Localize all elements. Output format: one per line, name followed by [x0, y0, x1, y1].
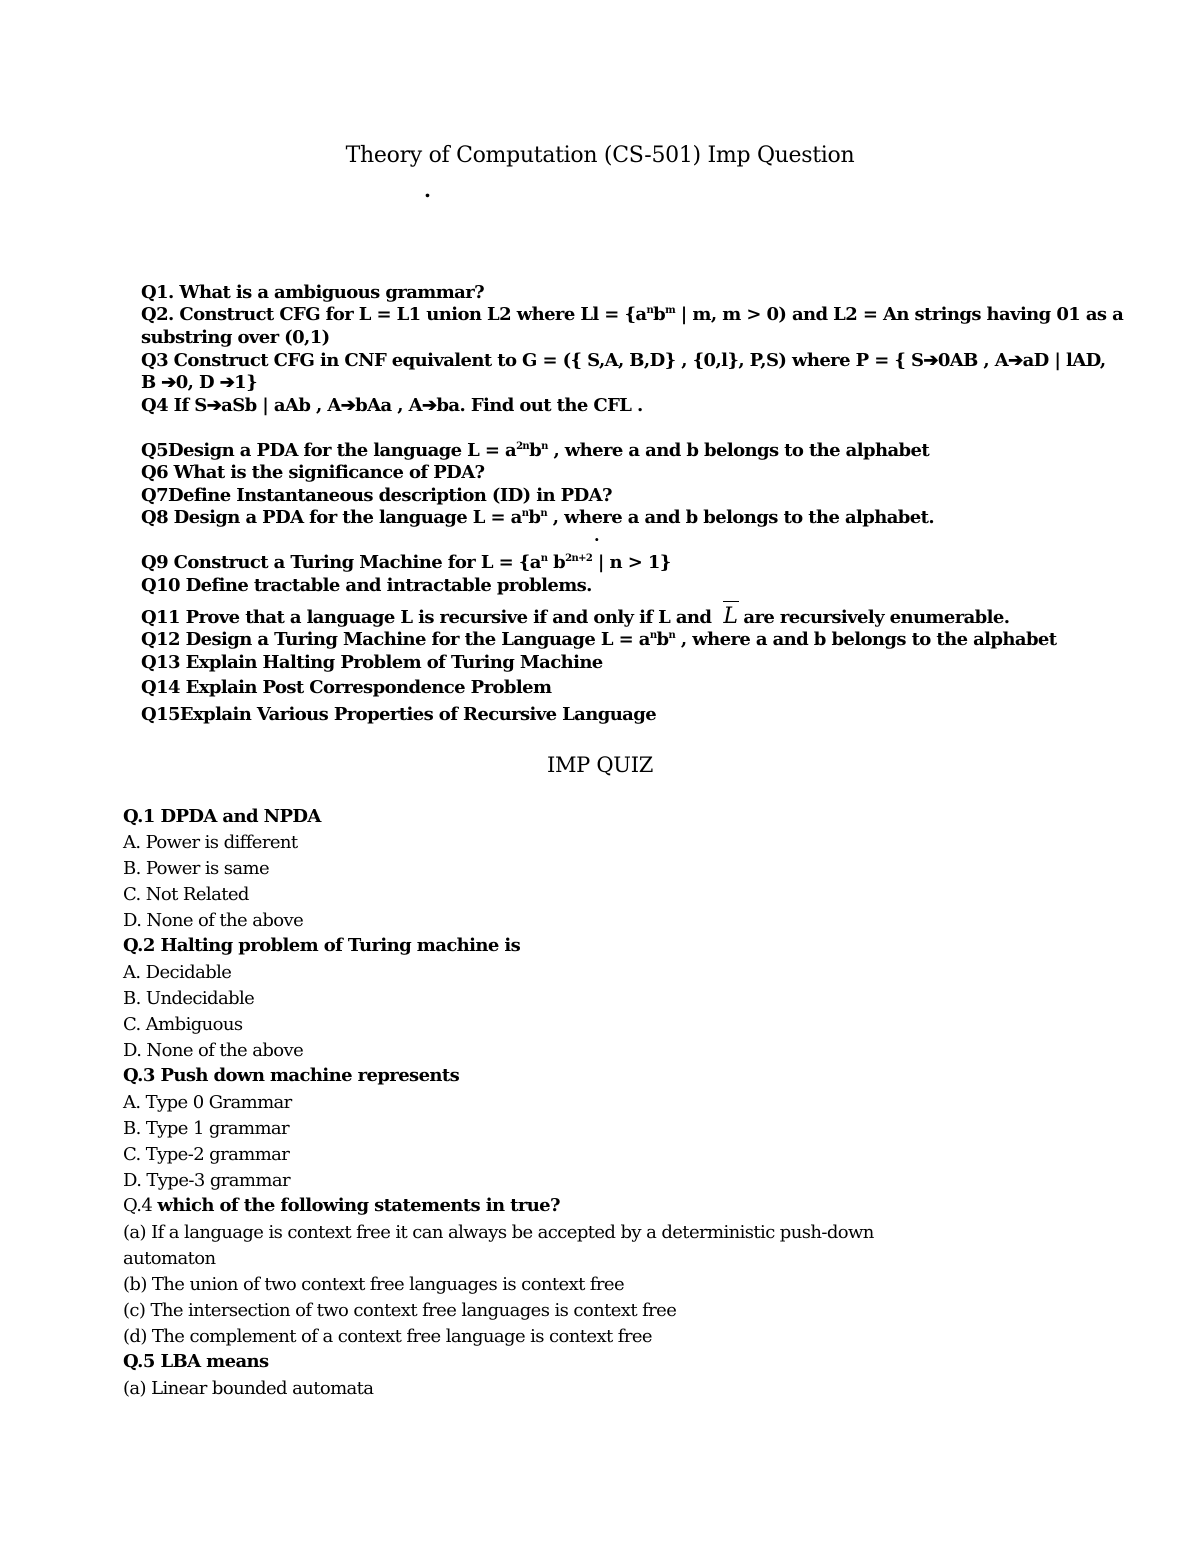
q5-sup-2: n	[541, 441, 548, 452]
q12-text-3: , where a and b belongs to the alphabet	[675, 629, 1057, 650]
q8-sup-1: n	[521, 508, 529, 519]
question-4: Q4 If S➔aSb | aAb , A➔bAa , A➔ba. Find out the CFL .	[141, 395, 643, 416]
q5-text-2: b	[529, 440, 542, 461]
quiz-q4-question: which of the following statements in true?	[157, 1195, 560, 1216]
q2-sup-1: n	[646, 305, 654, 316]
q8-sup-2: n	[540, 508, 548, 519]
q9-sup-1: n	[540, 553, 548, 564]
quiz-q2-option-c: C. Ambiguous	[123, 1014, 243, 1035]
q8-text-3: , where a and b belongs to the alphabet.	[547, 507, 935, 528]
question-1: Q1. What is a ambiguous grammar?	[141, 282, 485, 303]
title-dot: .	[424, 178, 431, 202]
question-3-line-2: B ➔0, D ➔1}	[141, 372, 258, 393]
q8-text-1: Q8 Design a PDA for the language L = a	[141, 507, 522, 528]
quiz-q3-option-d: D. Type-3 grammar	[123, 1170, 290, 1191]
q5-text-3: , where a and b belongs to the alphabet	[547, 440, 930, 461]
question-13: Q13 Explain Halting Problem of Turing Machine	[141, 652, 603, 673]
quiz-q1-option-a: A. Power is different	[123, 832, 298, 853]
quiz-q1-option-c: C. Not Related	[123, 884, 249, 905]
quiz-q3-option-b: B. Type 1 grammar	[123, 1118, 290, 1139]
quiz-q3-option-c: C. Type-2 grammar	[123, 1144, 290, 1165]
q2-text-3: | m, m > 0) and L2 = An strings having 01 as a	[675, 304, 1124, 325]
quiz-q2: Q.2 Halting problem of Turing machine is	[123, 935, 521, 956]
quiz-q4-number: Q.4	[123, 1195, 158, 1216]
quiz-q2-option-a: A. Decidable	[123, 962, 232, 983]
question-8	[141, 507, 934, 528]
q9-sup-2: 2n+2	[565, 553, 593, 564]
quiz-q3-option-a: A. Type 0 Grammar	[123, 1092, 292, 1113]
quiz-q4-option-a: (a) If a language is context free it can always be accepted by a deterministic push-down	[123, 1222, 874, 1243]
q8-stray-dot: .	[594, 526, 600, 545]
question-3: Q3 Construct CFG in CNF equivalent to G = ({ S,A, B,D} , {0,l}, P,S) where P = { S➔0AB , A➔aD | lAD,	[141, 350, 1106, 371]
quiz-q4-option-a-cont: automaton	[123, 1248, 216, 1269]
question-5	[141, 440, 929, 461]
q5-text-1: Q5Design a PDA for the language L = a	[141, 440, 517, 461]
question-6: Q6 What is the significance of PDA?	[141, 462, 485, 483]
question-11	[141, 604, 1009, 629]
quiz-q1: Q.1 DPDA and NPDA	[123, 806, 321, 827]
question-10: Q10 Define tractable and intractable problems.	[141, 575, 592, 596]
quiz-q1-option-b: B. Power is same	[123, 858, 270, 879]
quiz-q2-option-b: B. Undecidable	[123, 988, 255, 1009]
q11-text-1: Q11 Prove that a language L is recursive if and only if L and	[141, 607, 712, 628]
q5-sup-1: 2n	[516, 441, 530, 452]
q11-text-2: are recursively enumerable.	[743, 607, 1010, 628]
quiz-q3: Q.3 Push down machine represents	[123, 1065, 460, 1086]
q9-text-3: | n > 1}	[592, 552, 671, 573]
quiz-q2-option-d: D. None of the above	[123, 1040, 304, 1061]
quiz-title: IMP QUIZ	[546, 753, 653, 777]
q8-text-2: b	[528, 507, 541, 528]
q2-text-2: b	[653, 304, 666, 325]
q12-sup-1: n	[649, 630, 657, 641]
question-12	[141, 629, 1057, 650]
question-7: Q7Define Instantaneous description (ID) in PDA?	[141, 485, 612, 506]
document-title: Theory of Computation (CS-501) Imp Question	[345, 143, 855, 168]
q12-text-1: Q12 Design a Turing Machine for the Language L = a	[141, 629, 650, 650]
q2-sup-2: m	[665, 305, 676, 316]
quiz-q4-option-c: (c) The intersection of two context free languages is context free	[123, 1300, 677, 1321]
q9-text-1: Q9 Construct a Turing Machine for L = {a	[141, 552, 541, 573]
q2-text-1: Q2. Construct CFG for L = L1 union L2 where Ll = {a	[141, 304, 647, 325]
question-9	[141, 552, 671, 573]
quiz-q4-option-b: (b) The union of two context free languages is context free	[123, 1274, 625, 1295]
quiz-q5: Q.5 LBA means	[123, 1351, 269, 1372]
question-2	[141, 304, 1123, 325]
quiz-q5-option-a: (a) Linear bounded automata	[123, 1378, 374, 1399]
quiz-q4-option-d: (d) The complement of a context free language is context free	[123, 1326, 652, 1347]
quiz-q4	[123, 1195, 560, 1216]
question-15: Q15Explain Various Properties of Recursive Language	[141, 704, 657, 725]
question-14: Q14 Explain Post Correspondence Problem	[141, 677, 552, 698]
q12-sup-2: n	[668, 630, 676, 641]
quiz-q1-option-d: D. None of the above	[123, 910, 304, 931]
l-complement-symbol: L	[723, 604, 738, 629]
q12-text-2: b	[656, 629, 669, 650]
question-2-line-2: substring over (0,1)	[141, 327, 330, 348]
q9-text-2: b	[547, 552, 566, 573]
